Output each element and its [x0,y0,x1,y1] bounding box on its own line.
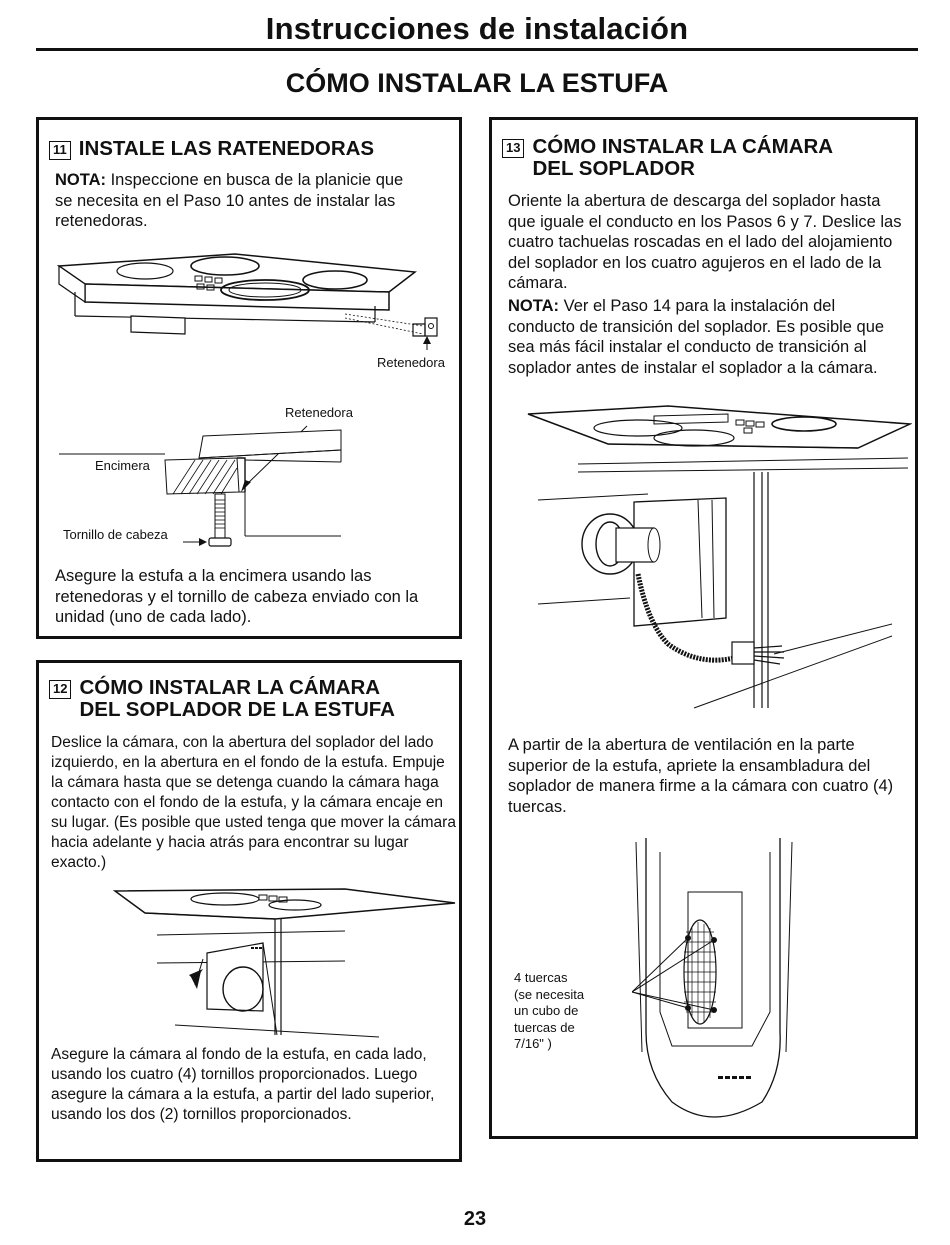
step-13-box [489,117,918,1139]
label-tuercas-line3: un cubo de [514,1003,579,1018]
label-tornillo: Tornillo de cabeza [63,527,168,542]
step-11-title: INSTALE LAS RATENEDORAS [78,137,375,160]
section-title: CÓMO INSTALAR LA ESTUFA [285,68,669,98]
step-12-title-line2: DEL SOPLADOR DE LA ESTUFA [79,698,395,721]
step-12-title [79,677,395,721]
step-13-title-line2: DEL SOPLADOR [532,157,695,180]
step-13-title [532,136,833,180]
step-11-note [55,170,425,232]
step-13-body: A partir de la abertura de ventilación en la parte superior de la estufa, apriete la ensambladura del soplador de manera firme a la cámara con cuatro (4) tuercas. [508,736,894,816]
chamber-nuts-illustration [632,832,802,1132]
label-retenedora-top: Retenedora [377,355,445,370]
step-11-box [36,117,462,639]
step-11-number: 11 [49,141,71,160]
step-13-note-label: NOTA: [508,297,560,315]
step-13-note [508,296,906,378]
header-rule [36,48,918,51]
step-11-body: Asegure la estufa a la encimera usando las retenedoras y el tornillo de cabeza enviado con la unidad (uno de cada lado). [55,567,419,626]
step-13-intro: Oriente la abertura de descarga del soplador hasta que iguale el conducto en los Pasos 6 y 7. Deslice las cuatro tachuelas roscadas en el lado del alojamiento del soplador en los cuatro agujeros en el lado de la cámara. [508,192,902,292]
step-11-note-text: Inspeccione en busca de la planicie que se necesita en el Paso 10 antes de instalar las retenedoras. [55,171,404,230]
step-12-title-line1: CÓMO INSTALAR LA CÁMARA [79,676,381,699]
label-tuercas-line5: 7/16" ) [514,1036,552,1051]
label-tuercas [514,970,584,1053]
blower-installation-illustration [498,404,912,724]
page-title: Instrucciones de instalación [265,11,689,46]
page-header [36,10,918,48]
page-number: 23 [463,1208,487,1230]
step-12-box [36,660,462,1162]
blower-chamber-illustration [45,885,457,1045]
step-12-intro: Deslice la cámara, con la abertura del soplador del lado izquierdo, en la abertura en el fondo de la estufa. Empuje la cámara hasta que se detenga cuando la cámara haga contacto con el fondo de la estufa, y la cámara encaje en su lugar. (Es posible que usted tenga que mover la cámara hacia adelante y hacia atrás para encontrar su lugar exacto.) [51,734,456,871]
step-13-heading [502,136,833,180]
step-13-number: 13 [502,139,524,158]
label-retenedora-detail: Retenedora [285,405,353,420]
step-11-heading [49,138,374,160]
label-tuercas-line1: 4 tuercas [514,970,568,985]
label-tuercas-line4: tuercas de [514,1019,575,1035]
step-12-body: Asegure la cámara al fondo de la estufa, en cada lado, usando los cuatro (4) tornillos proporcionados. Luego asegure la cámara a la estufa, a partir del lado superior, usando los dos (2) tornillos proporcionados. [51,1046,435,1123]
label-tuercas-line2: (se necesita [514,986,585,1002]
step-11-note-label: NOTA: [55,171,107,189]
step-12-number: 12 [49,680,71,699]
label-encimera: Encimera [95,458,150,473]
step-13-note-text: Ver el Paso 14 para la instalación del conducto de transición del soplador. Es posible que sea más fácil instalar el conducto de transición al soplador antes de instalar el soplador a la cámara. [508,297,885,377]
step-13-title-line1: CÓMO INSTALAR LA CÁMARA [532,135,834,158]
step-12-heading [49,677,395,721]
